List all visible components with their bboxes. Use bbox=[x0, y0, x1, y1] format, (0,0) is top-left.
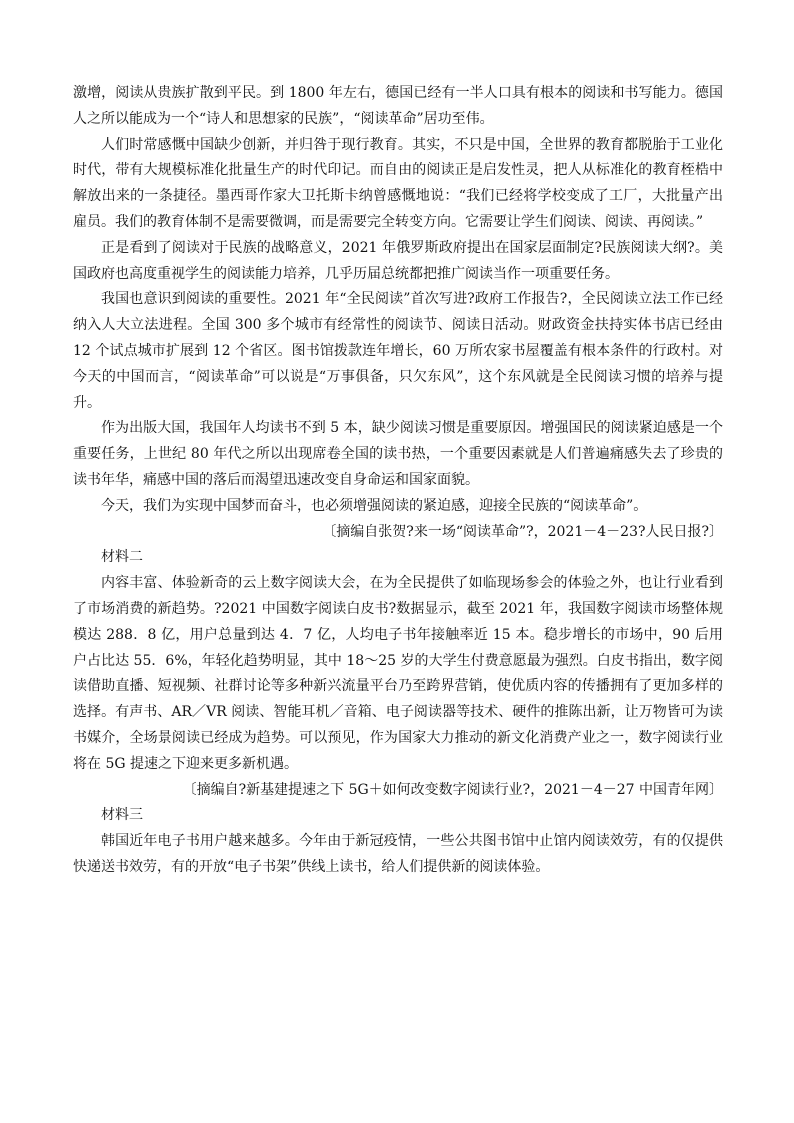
paragraph-china-dream: 今天，我们为实现中国梦而奋斗，也必须增强阅读的紧迫感，迎接全民族的“阅读革命”。 bbox=[101, 497, 648, 514]
paragraph-korea-ebooks: 韩国近年电子书用户越来越多。今年由于新冠疫情，一些公共图书馆中止馆内阅读效劳，有的仅提供快递送书效劳，有的开放“电子书架”供线上读书，给人们提供新的阅读体验。 bbox=[73, 833, 723, 875]
paragraph-german-reading: 激增，阅读从贵族扩散到平民。到 1800 年左右，德国已经有一半人口具有根本的阅读和书写能力。德国人之所以能成为一个“诗人和思想家的民族”，“阅读革命”居功至伟。 bbox=[73, 85, 723, 127]
document-body bbox=[73, 81, 723, 881]
paragraph-publishing-country: 作为出版大国，我国年人均读书不到 5 本，缺少阅读习惯是重要原因。增强国民的阅读紧迫感是一个重要任务，上世纪 80 年代之所以出现席卷全国的读书热，一个重要因素就是人们普遍痛感失去了珍贵的读书年华，痛感中国的落后而渴望迅速改变自身命运和国家面貌。 bbox=[73, 420, 723, 488]
source-citation-1: 〔摘编自张贺?来一场“阅读革命”?，2021－4－23?人民日报?〕 bbox=[322, 523, 723, 540]
section-heading-material-3: 材料三 bbox=[101, 807, 143, 824]
paragraph-innovation-education: 人们时常感慨中国缺少创新，并归咎于现行教育。其实，不只是中国，全世界的教育都脱胎于工业化时代，带有大规模标准化批量生产的时代印记。而自由的阅读正是启发性灵，把人从标准化的教育桎梏中解放出来的一条捷径。墨西哥作家大卫托斯卡纳曾感慨地说：“我们已经将学校变成了工厂，大批量产出雇员。我们的教育体制不是需要微调，而是需要完全转变方向。它需要让学生们阅读、阅读、再阅读。” bbox=[73, 136, 723, 230]
section-heading-material-2: 材料二 bbox=[101, 549, 143, 566]
paragraph-china-reading-importance: 我国也意识到阅读的重要性。2021 年“全民阅读”首次写进?政府工作报告?，全民阅读立法工作已经纳入人大立法进程。全国 300 多个城市有经常性的阅读节、阅读日活动。财政资金扶持实体书店已经由 12 个试点城市扩展到 12 个省区。图书馆拨款连年增长，60 万所农家书屋覆盖有根本条件的行政村。对今天的中国而言，“阅读革命”可以说是“万事俱备，只欠东风”，这个东风就是全民阅读习惯的培养与提升。 bbox=[73, 291, 723, 411]
source-citation-2: 〔摘编自?新基建提速之下 5G＋如何改变数字阅读行业?，2021－4－27 中国青年网〕 bbox=[182, 781, 723, 798]
paragraph-strategic-significance: 正是看到了阅读对于民族的战略意义，2021 年俄罗斯政府提出在国家层面制定?民族阅读大纲?。美国政府也高度重视学生的阅读能力培养，几乎历届总统都把推广阅读当作一项重要任务。 bbox=[73, 239, 723, 282]
paragraph-digital-reading: 内容丰富、体验新奇的云上数字阅读大会，在为全民提供了如临现场参会的体验之外，也让行业看到了市场消费的新趋势。?2021 中国数字阅读白皮书?数据显示，截至 2021 年，我国数字阅读市场整体规模达 288．8 亿，用户总量到达 4．7 亿，人均电子书年接触率近 15 本。稳步增长的市场中，90 后用户占比达 55．6%，年轻化趋势明显，其中 18～25 岁的大学生付费意愿最为强烈。白皮书指出，数字阅读借助直播、短视频、社群讨论等多种新兴流量平台乃至跨界营销，使优质内容的传播拥有了更加多样的选择。有声书、AR／VR 阅读、智能耳机／音箱、电子阅读器等技术、硬件的推陈出新，让万物皆可为读书媒介，全场景阅读已经成为趋势。可以预见，作为国家大力推动的新文化消费产业之一，数字阅读行业将在 5G 提速之下迎来更多新机遇。 bbox=[73, 575, 723, 772]
